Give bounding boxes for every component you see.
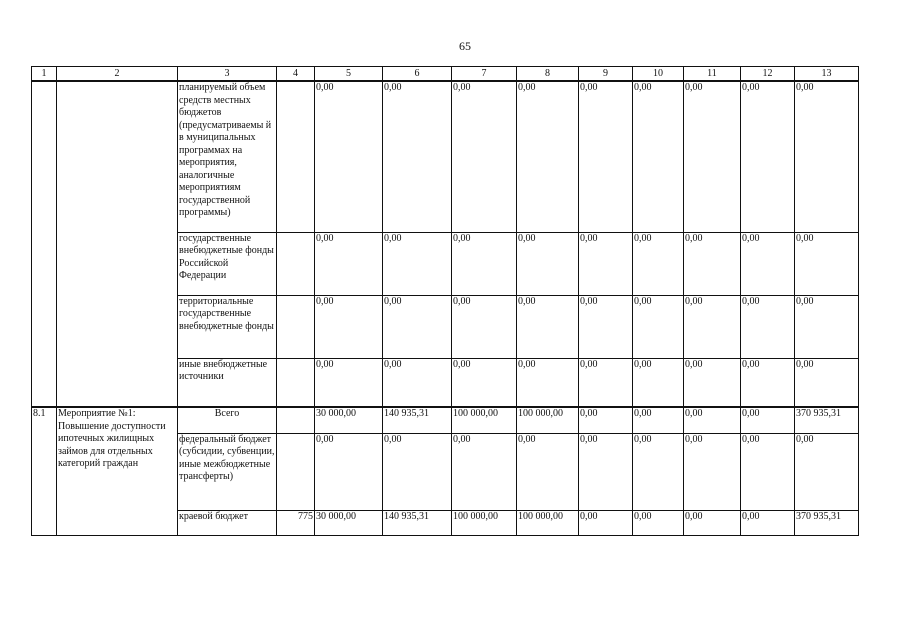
value-cell: 0,00 bbox=[633, 433, 684, 510]
value-cell: 0,00 bbox=[684, 407, 741, 433]
value-cell: 0,00 bbox=[579, 295, 633, 358]
funding-source: краевой бюджет bbox=[178, 510, 277, 535]
funding-source: государственные внебюджетные фонды Российской Федерации bbox=[178, 232, 277, 295]
value-cell: 0,00 bbox=[633, 358, 684, 407]
funding-source-total: Всего bbox=[178, 407, 277, 433]
header-cell: 1 bbox=[32, 67, 57, 82]
code-cell: 775 bbox=[277, 510, 315, 535]
header-cell: 4 bbox=[277, 67, 315, 82]
value-cell: 0,00 bbox=[741, 433, 795, 510]
table-row-total bbox=[32, 407, 859, 433]
header-cell: 6 bbox=[383, 67, 452, 82]
funding-source: иные внебюджетные источники bbox=[178, 358, 277, 407]
value-cell: 0,00 bbox=[315, 358, 383, 407]
value-cell: 100 000,00 bbox=[452, 510, 517, 535]
value-cell: 0,00 bbox=[517, 232, 579, 295]
code-cell bbox=[277, 232, 315, 295]
value-cell: 100 000,00 bbox=[517, 510, 579, 535]
value-cell: 0,00 bbox=[579, 358, 633, 407]
header-cell: 3 bbox=[178, 67, 277, 82]
value-cell: 0,00 bbox=[633, 295, 684, 358]
value-cell: 0,00 bbox=[684, 295, 741, 358]
measure-number: 8.1 bbox=[32, 407, 57, 535]
value-cell: 30 000,00 bbox=[315, 407, 383, 433]
value-cell: 0,00 bbox=[315, 433, 383, 510]
value-cell: 0,00 bbox=[633, 510, 684, 535]
value-cell: 0,00 bbox=[383, 295, 452, 358]
value-cell: 0,00 bbox=[795, 81, 859, 232]
funding-source: планируемый объем средств местных бюджетов (предусматриваемы й в муниципальных программах на мероприятия, аналогичные мероприятиям государственной программы) bbox=[178, 81, 277, 232]
value-cell: 0,00 bbox=[633, 407, 684, 433]
name-cell bbox=[57, 81, 178, 407]
code-cell bbox=[277, 358, 315, 407]
header-cell: 11 bbox=[684, 67, 741, 82]
value-cell: 0,00 bbox=[633, 232, 684, 295]
value-cell: 0,00 bbox=[383, 358, 452, 407]
value-cell: 0,00 bbox=[517, 81, 579, 232]
value-cell: 0,00 bbox=[517, 295, 579, 358]
value-cell: 0,00 bbox=[383, 81, 452, 232]
value-cell: 0,00 bbox=[452, 358, 517, 407]
value-cell: 0,00 bbox=[684, 433, 741, 510]
value-cell: 0,00 bbox=[517, 358, 579, 407]
value-cell: 0,00 bbox=[579, 510, 633, 535]
value-cell: 0,00 bbox=[741, 510, 795, 535]
header-row bbox=[32, 67, 859, 82]
number-cell bbox=[32, 81, 57, 407]
value-cell: 0,00 bbox=[517, 433, 579, 510]
header-cell: 13 bbox=[795, 67, 859, 82]
funding-source: территориальные государственные внебюджетные фонды bbox=[178, 295, 277, 358]
value-cell: 0,00 bbox=[741, 232, 795, 295]
value-cell: 100 000,00 bbox=[517, 407, 579, 433]
value-cell: 0,00 bbox=[383, 433, 452, 510]
header-cell: 8 bbox=[517, 67, 579, 82]
value-cell: 370 935,31 bbox=[795, 407, 859, 433]
value-cell: 0,00 bbox=[684, 358, 741, 407]
value-cell: 0,00 bbox=[315, 232, 383, 295]
value-cell: 140 935,31 bbox=[383, 510, 452, 535]
value-cell: 0,00 bbox=[633, 81, 684, 232]
value-cell: 0,00 bbox=[684, 81, 741, 232]
value-cell: 100 000,00 bbox=[452, 407, 517, 433]
value-cell: 0,00 bbox=[741, 407, 795, 433]
code-cell bbox=[277, 295, 315, 358]
value-cell: 0,00 bbox=[452, 295, 517, 358]
budget-table bbox=[31, 66, 859, 536]
code-cell bbox=[277, 433, 315, 510]
header-cell: 2 bbox=[57, 67, 178, 82]
header-cell: 12 bbox=[741, 67, 795, 82]
page-number: 65 bbox=[459, 39, 471, 53]
value-cell: 0,00 bbox=[579, 81, 633, 232]
header-cell: 7 bbox=[452, 67, 517, 82]
value-cell: 140 935,31 bbox=[383, 407, 452, 433]
value-cell: 0,00 bbox=[684, 510, 741, 535]
value-cell: 0,00 bbox=[579, 433, 633, 510]
value-cell: 0,00 bbox=[741, 358, 795, 407]
value-cell: 0,00 bbox=[795, 358, 859, 407]
value-cell: 0,00 bbox=[452, 81, 517, 232]
header-cell: 5 bbox=[315, 67, 383, 82]
value-cell: 0,00 bbox=[579, 407, 633, 433]
value-cell: 0,00 bbox=[795, 295, 859, 358]
value-cell: 0,00 bbox=[383, 232, 452, 295]
header-cell: 9 bbox=[579, 67, 633, 82]
value-cell: 370 935,31 bbox=[795, 510, 859, 535]
table-row bbox=[32, 81, 859, 232]
value-cell: 0,00 bbox=[741, 81, 795, 232]
measure-name: Мероприятие №1: Повышение доступности ипотечных жилищных займов для отдельных категорий граждан bbox=[57, 407, 178, 535]
value-cell: 0,00 bbox=[795, 433, 859, 510]
value-cell: 0,00 bbox=[795, 232, 859, 295]
value-cell: 0,00 bbox=[741, 295, 795, 358]
value-cell: 0,00 bbox=[452, 232, 517, 295]
value-cell: 0,00 bbox=[315, 295, 383, 358]
code-cell bbox=[277, 407, 315, 433]
funding-source: федеральный бюджет (субсидии, субвенции, иные межбюджетные трансферты) bbox=[178, 433, 277, 510]
value-cell: 30 000,00 bbox=[315, 510, 383, 535]
value-cell: 0,00 bbox=[579, 232, 633, 295]
header-cell: 10 bbox=[633, 67, 684, 82]
code-cell bbox=[277, 81, 315, 232]
value-cell: 0,00 bbox=[315, 81, 383, 232]
value-cell: 0,00 bbox=[684, 232, 741, 295]
value-cell: 0,00 bbox=[452, 433, 517, 510]
